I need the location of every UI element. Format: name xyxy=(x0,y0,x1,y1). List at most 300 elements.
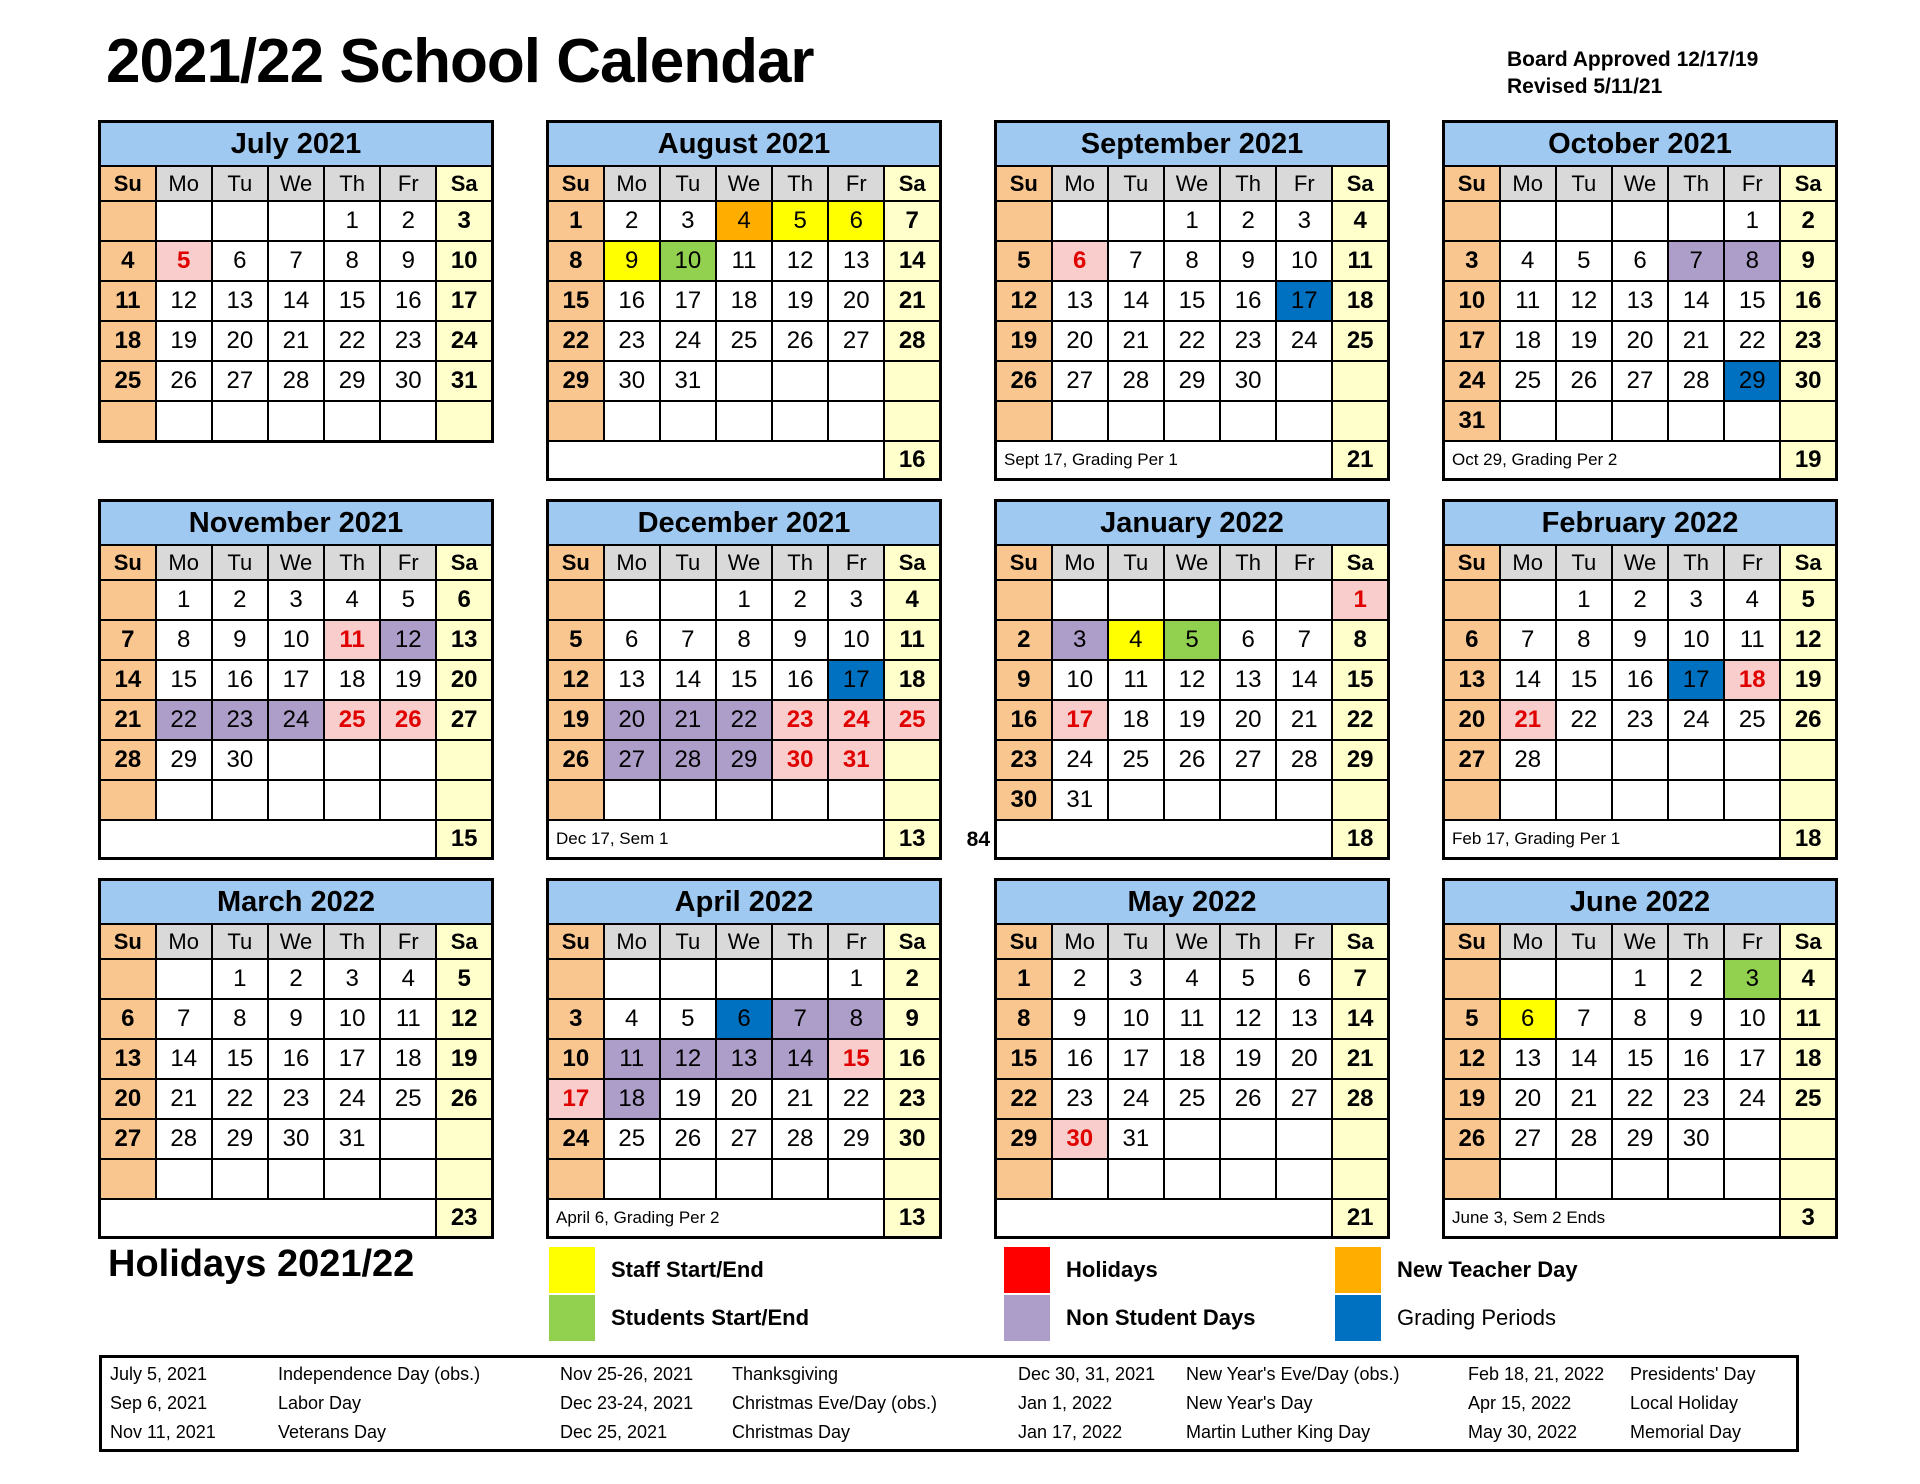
day-cell: 25 xyxy=(1108,740,1164,780)
day-cell: 26 xyxy=(436,1079,492,1119)
day-cell xyxy=(1500,1159,1556,1199)
day-cell xyxy=(324,401,380,442)
month-table xyxy=(1442,120,1838,481)
day-cell: 2 xyxy=(1220,201,1276,241)
day-cell: 25 xyxy=(1780,1079,1836,1119)
day-cell: 24 xyxy=(1276,321,1332,361)
day-cell xyxy=(604,959,660,999)
day-cell: 26 xyxy=(548,740,604,780)
day-cell: 17 xyxy=(660,281,716,321)
weekday-header: Mo xyxy=(1500,924,1556,959)
legend-item-grading xyxy=(1335,1295,1556,1341)
legend-swatch-students xyxy=(549,1295,595,1341)
day-cell: 1 xyxy=(716,580,772,620)
day-cell xyxy=(772,780,828,820)
day-cell: 24 xyxy=(324,1079,380,1119)
day-cell xyxy=(660,1159,716,1199)
weekday-header: Fr xyxy=(1724,545,1780,580)
weekday-header: We xyxy=(1164,545,1220,580)
day-cell: 26 xyxy=(1220,1079,1276,1119)
weekday-header: Su xyxy=(996,166,1052,201)
day-cell: 26 xyxy=(156,361,212,401)
day-cell: 6 xyxy=(100,999,156,1039)
day-cell: 3 xyxy=(436,201,492,241)
day-cell xyxy=(772,959,828,999)
school-day-count: 21 xyxy=(1332,1199,1388,1238)
month-note xyxy=(548,441,885,480)
day-cell: 18 xyxy=(1332,281,1388,321)
day-cell: 6 xyxy=(1444,620,1500,660)
school-day-count: 15 xyxy=(436,820,492,859)
day-cell xyxy=(1500,959,1556,999)
day-cell: 11 xyxy=(716,241,772,281)
day-cell: 23 xyxy=(1612,700,1668,740)
day-cell xyxy=(1668,780,1724,820)
month-table xyxy=(98,878,494,1239)
weekday-header: Sa xyxy=(884,166,940,201)
day-cell: 22 xyxy=(324,321,380,361)
day-cell: 21 xyxy=(100,700,156,740)
day-cell: 23 xyxy=(268,1079,324,1119)
day-cell xyxy=(716,780,772,820)
holiday-name: New Year's Eve/Day (obs.) xyxy=(1186,1364,1400,1384)
month-april-2022 xyxy=(546,878,942,1239)
day-cell: 10 xyxy=(268,620,324,660)
day-cell: 10 xyxy=(1724,999,1780,1039)
holiday-name: Veterans Day xyxy=(278,1422,387,1442)
legend-label: Students Start/End xyxy=(611,1305,810,1330)
day-cell: 21 xyxy=(156,1079,212,1119)
day-cell: 27 xyxy=(716,1119,772,1159)
day-cell: 4 xyxy=(100,241,156,281)
weekday-header: Tu xyxy=(1556,924,1612,959)
month-title: December 2021 xyxy=(548,501,941,546)
weekday-header: Th xyxy=(772,924,828,959)
school-day-count: 19 xyxy=(1780,441,1836,480)
day-cell xyxy=(1612,401,1668,441)
day-cell: 23 xyxy=(996,740,1052,780)
day-cell: 19 xyxy=(436,1039,492,1079)
holiday-name: New Year's Day xyxy=(1186,1393,1313,1413)
day-cell: 18 xyxy=(324,660,380,700)
day-cell xyxy=(1164,580,1220,620)
day-cell: 27 xyxy=(1500,1119,1556,1159)
day-cell xyxy=(268,740,324,780)
day-cell xyxy=(1556,780,1612,820)
weekday-header: Th xyxy=(1668,545,1724,580)
day-cell xyxy=(268,401,324,442)
day-cell xyxy=(1780,780,1836,820)
day-cell: 11 xyxy=(1500,281,1556,321)
day-cell xyxy=(436,1119,492,1159)
holiday-name: Independence Day (obs.) xyxy=(278,1364,481,1384)
day-cell: 25 xyxy=(604,1119,660,1159)
day-cell: 6 xyxy=(1220,620,1276,660)
day-cell: 18 xyxy=(380,1039,436,1079)
day-cell: 6 xyxy=(1612,241,1668,281)
month-march-2022 xyxy=(98,878,494,1239)
day-cell: 2 xyxy=(996,620,1052,660)
day-cell: 29 xyxy=(1612,1119,1668,1159)
revised-line: Revised 5/11/21 xyxy=(1507,75,1663,98)
day-cell: 2 xyxy=(604,201,660,241)
day-cell xyxy=(156,1159,212,1199)
day-cell: 28 xyxy=(1500,740,1556,780)
holiday-date: Dec 23-24, 2021 xyxy=(560,1393,694,1413)
day-cell: 4 xyxy=(1108,620,1164,660)
day-cell: 9 xyxy=(1668,999,1724,1039)
month-note: April 6, Grading Per 2 xyxy=(548,1199,885,1238)
day-cell: 22 xyxy=(996,1079,1052,1119)
holiday-date: Nov 11, 2021 xyxy=(110,1422,216,1442)
day-cell: 16 xyxy=(1612,660,1668,700)
day-cell: 27 xyxy=(1276,1079,1332,1119)
day-cell: 24 xyxy=(436,321,492,361)
day-cell: 15 xyxy=(324,281,380,321)
day-cell: 27 xyxy=(212,361,268,401)
weekday-header: Mo xyxy=(604,545,660,580)
day-cell xyxy=(100,1159,156,1199)
holiday-date: Feb 18, 21, 2022 xyxy=(1468,1364,1605,1384)
day-cell xyxy=(380,740,436,780)
day-cell: 31 xyxy=(1052,780,1108,820)
month-note: Feb 17, Grading Per 1 xyxy=(1444,820,1781,859)
day-cell: 8 xyxy=(1332,620,1388,660)
day-cell: 2 xyxy=(1052,959,1108,999)
school-day-count: 18 xyxy=(1780,820,1836,859)
day-cell: 25 xyxy=(100,361,156,401)
weekday-header: Su xyxy=(548,545,604,580)
legend-item-students xyxy=(549,1295,809,1341)
month-table xyxy=(994,878,1390,1239)
day-cell: 1 xyxy=(324,201,380,241)
holiday-name: Local Holiday xyxy=(1630,1393,1739,1413)
day-cell: 14 xyxy=(660,660,716,700)
day-cell: 5 xyxy=(548,620,604,660)
holiday-date: Dec 30, 31, 2021 xyxy=(1018,1364,1156,1384)
weekday-header: Tu xyxy=(212,924,268,959)
day-cell: 12 xyxy=(436,999,492,1039)
day-cell xyxy=(1108,580,1164,620)
day-cell: 3 xyxy=(268,580,324,620)
weekday-header: Th xyxy=(1220,166,1276,201)
holiday-name: Thanksgiving xyxy=(732,1364,839,1384)
day-cell: 13 xyxy=(1612,281,1668,321)
day-cell: 2 xyxy=(1780,201,1836,241)
day-cell: 9 xyxy=(1780,241,1836,281)
day-cell xyxy=(1220,401,1276,441)
day-cell: 7 xyxy=(660,620,716,660)
day-cell: 30 xyxy=(1780,361,1836,401)
day-cell: 31 xyxy=(324,1119,380,1159)
day-cell: 4 xyxy=(716,201,772,241)
day-cell: 2 xyxy=(772,580,828,620)
weekday-header: Su xyxy=(996,924,1052,959)
month-note xyxy=(996,1199,1333,1238)
day-cell: 13 xyxy=(1052,281,1108,321)
day-cell: 1 xyxy=(1612,959,1668,999)
months-grid xyxy=(98,120,1920,1239)
day-cell: 28 xyxy=(1556,1119,1612,1159)
weekday-header: Sa xyxy=(436,166,492,201)
holiday-date: July 5, 2021 xyxy=(110,1364,208,1384)
day-cell: 7 xyxy=(884,201,940,241)
day-cell: 25 xyxy=(716,321,772,361)
day-cell: 22 xyxy=(548,321,604,361)
day-cell: 14 xyxy=(156,1039,212,1079)
month-title: October 2021 xyxy=(1444,122,1837,167)
day-cell: 1 xyxy=(1556,580,1612,620)
weekday-header: Su xyxy=(1444,545,1500,580)
month-title: February 2022 xyxy=(1444,501,1837,546)
day-cell xyxy=(1332,401,1388,441)
day-cell: 7 xyxy=(772,999,828,1039)
day-cell: 8 xyxy=(828,999,884,1039)
weekday-header: We xyxy=(1612,924,1668,959)
day-cell xyxy=(212,1159,268,1199)
day-cell: 5 xyxy=(772,201,828,241)
month-title: August 2021 xyxy=(548,122,941,167)
day-cell xyxy=(1164,1159,1220,1199)
day-cell xyxy=(1052,401,1108,441)
day-cell xyxy=(772,1159,828,1199)
weekday-header: Sa xyxy=(436,924,492,959)
holiday-date: Dec 25, 2021 xyxy=(560,1422,668,1442)
day-cell: 30 xyxy=(1668,1119,1724,1159)
day-cell: 5 xyxy=(436,959,492,999)
day-cell xyxy=(212,201,268,241)
weekday-header: Fr xyxy=(1724,924,1780,959)
day-cell xyxy=(1332,1119,1388,1159)
weekday-header: Su xyxy=(100,924,156,959)
day-cell: 3 xyxy=(1668,580,1724,620)
day-cell: 17 xyxy=(828,660,884,700)
day-cell: 8 xyxy=(1612,999,1668,1039)
day-cell xyxy=(156,780,212,820)
month-note xyxy=(100,1199,437,1238)
day-cell: 5 xyxy=(660,999,716,1039)
day-cell: 6 xyxy=(828,201,884,241)
holiday-name: Labor Day xyxy=(278,1393,362,1413)
day-cell: 29 xyxy=(548,361,604,401)
day-cell xyxy=(156,959,212,999)
day-cell: 17 xyxy=(436,281,492,321)
day-cell: 3 xyxy=(1108,959,1164,999)
day-cell: 2 xyxy=(1612,580,1668,620)
day-cell xyxy=(660,959,716,999)
day-cell: 24 xyxy=(1052,740,1108,780)
day-cell: 24 xyxy=(548,1119,604,1159)
day-cell xyxy=(324,780,380,820)
day-cell xyxy=(1780,1119,1836,1159)
day-cell: 15 xyxy=(1724,281,1780,321)
day-cell xyxy=(436,780,492,820)
day-cell: 2 xyxy=(380,201,436,241)
day-cell: 11 xyxy=(884,620,940,660)
weekday-header: Sa xyxy=(1332,166,1388,201)
school-day-count: 13 xyxy=(884,820,940,859)
day-cell xyxy=(1220,1159,1276,1199)
weekday-header: Sa xyxy=(436,545,492,580)
day-cell xyxy=(660,401,716,441)
day-cell: 8 xyxy=(996,999,1052,1039)
day-cell: 25 xyxy=(1500,361,1556,401)
weekday-header: Mo xyxy=(156,924,212,959)
day-cell: 12 xyxy=(380,620,436,660)
day-cell xyxy=(1556,201,1612,241)
weekday-header: We xyxy=(1612,166,1668,201)
day-cell: 13 xyxy=(828,241,884,281)
weekday-header: Th xyxy=(324,166,380,201)
day-cell: 2 xyxy=(268,959,324,999)
day-cell: 13 xyxy=(1444,660,1500,700)
day-cell: 25 xyxy=(1332,321,1388,361)
day-cell xyxy=(1556,959,1612,999)
day-cell xyxy=(1780,1159,1836,1199)
day-cell: 10 xyxy=(1052,660,1108,700)
legend-swatch-non_student xyxy=(1004,1295,1050,1341)
day-cell xyxy=(996,201,1052,241)
day-cell: 9 xyxy=(604,241,660,281)
day-cell: 26 xyxy=(1780,700,1836,740)
legend-item-holiday xyxy=(1004,1247,1158,1293)
day-cell: 12 xyxy=(996,281,1052,321)
day-cell xyxy=(1276,780,1332,820)
day-cell xyxy=(548,401,604,441)
day-cell: 22 xyxy=(212,1079,268,1119)
day-cell: 6 xyxy=(1500,999,1556,1039)
weekday-header: Tu xyxy=(1108,924,1164,959)
weekday-header: Sa xyxy=(884,924,940,959)
day-cell: 24 xyxy=(268,700,324,740)
board-approved-line: Board Approved 12/17/19 xyxy=(1507,48,1759,71)
day-cell: 17 xyxy=(1052,700,1108,740)
day-cell: 27 xyxy=(1612,361,1668,401)
weekday-header: Fr xyxy=(1276,166,1332,201)
day-cell: 25 xyxy=(380,1079,436,1119)
day-cell: 29 xyxy=(996,1119,1052,1159)
day-cell: 1 xyxy=(996,959,1052,999)
day-cell: 17 xyxy=(1724,1039,1780,1079)
day-cell xyxy=(324,740,380,780)
weekday-header: Sa xyxy=(1780,166,1836,201)
day-cell: 21 xyxy=(884,281,940,321)
day-cell: 9 xyxy=(1612,620,1668,660)
day-cell xyxy=(212,401,268,442)
holiday-date: Jan 1, 2022 xyxy=(1018,1393,1113,1413)
day-cell: 16 xyxy=(1668,1039,1724,1079)
weekday-header: Th xyxy=(1220,924,1276,959)
weekday-header: Sa xyxy=(1780,924,1836,959)
day-cell xyxy=(1500,401,1556,441)
month-note: June 3, Sem 2 Ends xyxy=(1444,1199,1781,1238)
day-cell: 5 xyxy=(1556,241,1612,281)
day-cell: 4 xyxy=(1332,201,1388,241)
day-cell: 3 xyxy=(548,999,604,1039)
day-cell: 8 xyxy=(1556,620,1612,660)
day-cell: 14 xyxy=(772,1039,828,1079)
day-cell: 10 xyxy=(660,241,716,281)
day-cell xyxy=(1556,401,1612,441)
day-cell: 28 xyxy=(1108,361,1164,401)
day-cell xyxy=(1444,1159,1500,1199)
day-cell: 20 xyxy=(1500,1079,1556,1119)
day-cell xyxy=(828,401,884,441)
day-cell xyxy=(884,740,940,780)
day-cell xyxy=(1164,780,1220,820)
day-cell xyxy=(1052,580,1108,620)
month-note xyxy=(996,820,1333,859)
legend-item-non_student xyxy=(1004,1295,1255,1341)
holiday-date: Jan 17, 2022 xyxy=(1018,1422,1123,1442)
weekday-header: We xyxy=(716,545,772,580)
month-table xyxy=(546,120,942,481)
day-cell: 4 xyxy=(1500,241,1556,281)
holiday-date: May 30, 2022 xyxy=(1468,1422,1578,1442)
day-cell: 23 xyxy=(1220,321,1276,361)
legend-heading: Holidays 2021/22 xyxy=(108,1243,415,1285)
day-cell xyxy=(1220,1119,1276,1159)
school-day-count: 13 xyxy=(884,1199,940,1238)
day-cell: 10 xyxy=(548,1039,604,1079)
day-cell: 25 xyxy=(884,700,940,740)
holiday-name: Christmas Day xyxy=(732,1422,851,1442)
day-cell: 22 xyxy=(1164,321,1220,361)
day-cell: 23 xyxy=(380,321,436,361)
weekday-header: We xyxy=(268,166,324,201)
day-cell: 18 xyxy=(1108,700,1164,740)
legend-label: Holidays xyxy=(1066,1257,1158,1282)
holiday-name: Presidents' Day xyxy=(1630,1364,1756,1384)
weekday-header: Sa xyxy=(884,545,940,580)
day-cell: 28 xyxy=(772,1119,828,1159)
day-cell: 29 xyxy=(716,740,772,780)
day-cell: 27 xyxy=(436,700,492,740)
weekday-header: Fr xyxy=(828,166,884,201)
day-cell: 26 xyxy=(380,700,436,740)
day-cell xyxy=(1612,1159,1668,1199)
weekday-header: Fr xyxy=(380,545,436,580)
school-day-count: 16 xyxy=(884,441,940,480)
day-cell: 6 xyxy=(1276,959,1332,999)
day-cell: 30 xyxy=(380,361,436,401)
day-cell: 10 xyxy=(324,999,380,1039)
day-cell: 6 xyxy=(716,999,772,1039)
day-cell: 8 xyxy=(1724,241,1780,281)
day-cell: 17 xyxy=(1444,321,1500,361)
day-cell: 9 xyxy=(380,241,436,281)
day-cell: 15 xyxy=(828,1039,884,1079)
day-cell: 21 xyxy=(772,1079,828,1119)
day-cell: 30 xyxy=(1052,1119,1108,1159)
month-note: Dec 17, Sem 1 xyxy=(548,820,885,859)
day-cell xyxy=(380,401,436,442)
day-cell: 22 xyxy=(716,700,772,740)
day-cell: 14 xyxy=(1332,999,1388,1039)
day-cell: 12 xyxy=(1780,620,1836,660)
day-cell: 29 xyxy=(156,740,212,780)
holiday-date: Nov 25-26, 2021 xyxy=(560,1364,694,1384)
day-cell: 3 xyxy=(1052,620,1108,660)
weekday-header: Th xyxy=(1668,166,1724,201)
day-cell: 31 xyxy=(660,361,716,401)
day-cell: 23 xyxy=(1052,1079,1108,1119)
day-cell xyxy=(1276,580,1332,620)
legend-label: Staff Start/End xyxy=(611,1257,764,1282)
weekday-header: Mo xyxy=(1052,924,1108,959)
weekday-header: Fr xyxy=(1724,166,1780,201)
day-cell: 15 xyxy=(156,660,212,700)
